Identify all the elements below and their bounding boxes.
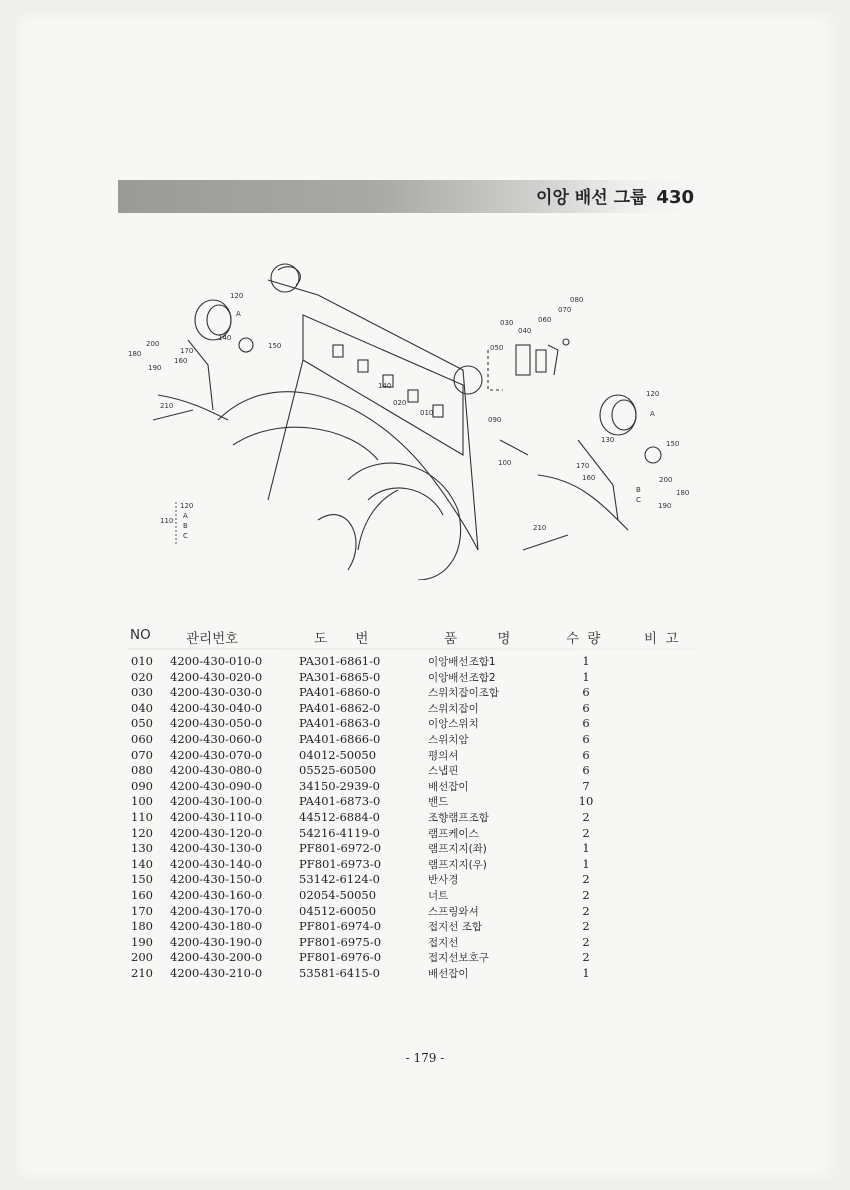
switch-4 (408, 390, 418, 402)
row-part-name: 스위치잡이 (428, 702, 479, 715)
callout-200-right: 200 (659, 476, 673, 484)
right-lamp (600, 395, 636, 435)
row-no: 020 (131, 669, 153, 684)
row-part-name: 스프링와셔 (428, 905, 479, 918)
row-quantity: 1 (582, 965, 590, 980)
panel-left-edge (268, 360, 303, 500)
row-quantity: 2 (582, 950, 590, 965)
gauge-right (454, 366, 482, 394)
callout-120-right: 120 (646, 390, 660, 398)
row-management-number: 4200-430-060-0 (170, 731, 263, 746)
row-part-name: 램프케이스 (428, 827, 479, 840)
row-quantity: 1 (582, 654, 590, 668)
row-drawing-number: 53581-6415-0 (299, 965, 380, 980)
seat-curve (318, 515, 356, 570)
row-management-number: 4200-430-090-0 (170, 778, 263, 793)
row-part-name: 밴드 (428, 796, 449, 809)
row-part-name: 이앙배선조합1 (428, 656, 496, 668)
callout-160-left: 160 (174, 357, 188, 365)
callout-020: 020 (393, 399, 407, 407)
row-no: 070 (131, 747, 153, 762)
row-no: 080 (131, 763, 153, 778)
row-no: 160 (131, 887, 153, 902)
row-no: 110 (131, 809, 153, 824)
row-quantity: 6 (582, 747, 590, 762)
callout-150-left: 150 (268, 342, 282, 350)
callout-030: 030 (500, 319, 514, 327)
callout-190-right: 190 (658, 502, 672, 510)
row-no: 050 (131, 716, 153, 731)
table-row (128, 810, 698, 826)
row-quantity: 6 (582, 685, 590, 700)
row-management-number: 4200-430-120-0 (170, 825, 263, 840)
table-row (128, 919, 698, 935)
table-header (128, 622, 698, 650)
dashboard-outline (268, 280, 478, 550)
row-no: 180 (131, 919, 153, 934)
right-wire-clamp (523, 535, 568, 550)
row-drawing-number: 04012-50050 (299, 747, 377, 762)
row-no: 170 (131, 903, 153, 918)
row-management-number: 4200-430-100-0 (170, 794, 263, 809)
callout-210-left: 210 (160, 402, 174, 410)
table-row (128, 685, 698, 701)
callout-a-left: A (236, 310, 241, 318)
callout-050: 050 (490, 344, 504, 352)
row-part-name: 너트 (428, 889, 449, 902)
row-drawing-number: 02054-50050 (299, 887, 377, 902)
table-body (128, 654, 698, 981)
row-management-number: 4200-430-110-0 (170, 809, 263, 824)
callout-120-left: 120 (230, 292, 244, 300)
row-part-name: 배선잡이 (428, 967, 469, 980)
left-wire-clamp (153, 410, 193, 420)
row-drawing-number: PA301-6861-0 (299, 654, 381, 668)
callout-090: 090 (488, 416, 502, 424)
row-no: 090 (131, 778, 153, 793)
row-part-name: 평의셔 (428, 749, 459, 762)
group-number: 430 (656, 187, 694, 208)
table-row (128, 732, 698, 748)
callout-200-left: 200 (146, 340, 160, 348)
page-number: - 179 - (405, 1051, 445, 1065)
row-drawing-number: 53142-6124-0 (299, 872, 380, 887)
table-row (128, 950, 698, 966)
row-quantity: 10 (578, 794, 594, 809)
row-part-name: 스위치잡이조합 (428, 687, 500, 700)
row-no: 210 (131, 965, 153, 980)
row-management-number: 4200-430-210-0 (170, 965, 263, 980)
row-quantity: 6 (582, 716, 590, 731)
row-quantity: 6 (582, 731, 590, 746)
dashboard-top-curve (278, 267, 300, 285)
row-management-number: 4200-430-050-0 (170, 716, 263, 731)
row-no: 100 (131, 794, 153, 809)
callout-040: 040 (518, 327, 532, 335)
legend-a: A (183, 512, 188, 520)
callout-160-right: 160 (582, 474, 596, 482)
header-quantity: 수 량 (566, 631, 601, 647)
row-quantity: 2 (582, 887, 590, 902)
gauge-left (271, 264, 299, 292)
parts-table (128, 622, 698, 981)
row-drawing-number: PF801-6975-0 (299, 934, 382, 949)
row-drawing-number: PF801-6973-0 (299, 856, 382, 871)
row-quantity: 7 (582, 778, 590, 793)
row-no: 010 (131, 654, 153, 668)
row-drawing-number: PA401-6863-0 (299, 716, 381, 731)
row-no: 200 (131, 950, 153, 965)
table-row (128, 670, 698, 686)
table-row (128, 748, 698, 764)
row-drawing-number: PA401-6862-0 (299, 700, 381, 715)
callout-070: 070 (558, 306, 572, 314)
row-quantity: 2 (582, 903, 590, 918)
row-quantity: 6 (582, 763, 590, 778)
table-row (128, 716, 698, 732)
table-row (128, 935, 698, 951)
callout-110: 110 (160, 517, 174, 525)
row-management-number: 4200-430-010-0 (170, 654, 263, 668)
switch-body (536, 350, 546, 372)
row-no: 060 (131, 731, 153, 746)
row-no: 150 (131, 872, 153, 887)
row-part-name: 접지선보호구 (428, 952, 489, 965)
callout-140-left: 140 (218, 334, 232, 342)
row-drawing-number: PA401-6873-0 (299, 794, 381, 809)
table-row (128, 904, 698, 920)
table-row (128, 841, 698, 857)
column-line (358, 490, 398, 550)
parts-diagram (118, 250, 718, 580)
left-reflector (239, 338, 253, 352)
callout-150-right: 150 (666, 440, 680, 448)
table-row (128, 779, 698, 795)
row-management-number: 4200-430-130-0 (170, 841, 263, 856)
header-remarks: 비 고 (644, 631, 679, 647)
row-drawing-number: PA401-6860-0 (299, 685, 381, 700)
row-quantity: 2 (582, 934, 590, 949)
row-no: 140 (131, 856, 153, 871)
section-title (536, 183, 698, 208)
row-management-number: 4200-430-020-0 (170, 669, 263, 684)
callout-080: 080 (570, 296, 584, 304)
table-row (128, 966, 698, 982)
section-title-text: 이앙 배선 그룹 (536, 188, 647, 208)
callout-210-right: 210 (533, 524, 547, 532)
row-drawing-number: PF801-6976-0 (299, 950, 382, 965)
row-no: 190 (131, 934, 153, 949)
table-row (128, 826, 698, 842)
row-part-name: 접지선 조합 (428, 921, 483, 934)
switch-2 (358, 360, 368, 372)
callout-190-left: 190 (148, 364, 162, 372)
row-drawing-number: PA301-6865-0 (299, 669, 381, 684)
table-row (128, 888, 698, 904)
row-management-number: 4200-430-030-0 (170, 685, 263, 700)
switch-bracket-line (488, 350, 503, 390)
row-no: 130 (131, 841, 153, 856)
row-drawing-number: PF801-6974-0 (299, 919, 382, 934)
row-no: 120 (131, 825, 153, 840)
table-row (128, 763, 698, 779)
row-no: 030 (131, 685, 153, 700)
header-part-name: 품 명 (444, 631, 511, 647)
table-row (128, 794, 698, 810)
row-management-number: 4200-430-180-0 (170, 919, 263, 934)
hood-curve (218, 392, 478, 550)
row-part-name: 배선잡이 (428, 780, 469, 793)
callout-130-right: 130 (601, 436, 615, 444)
right-lamp-lens (612, 400, 636, 430)
row-management-number: 4200-430-140-0 (170, 856, 263, 871)
right-reflector (645, 447, 661, 463)
callout-140-center: 140 (378, 382, 392, 390)
row-management-number: 4200-430-150-0 (170, 872, 263, 887)
row-part-name: 이앙스위치 (428, 718, 479, 731)
callout-c-right: C (636, 496, 641, 504)
left-lamp-lens (207, 305, 231, 335)
row-quantity: 2 (582, 825, 590, 840)
row-management-number: 4200-430-170-0 (170, 903, 263, 918)
header-no: NO (130, 627, 151, 643)
table-row (128, 654, 698, 670)
row-quantity: 2 (582, 872, 590, 887)
row-drawing-number: 34150-2939-0 (299, 778, 380, 793)
table-row (128, 857, 698, 873)
row-drawing-number: 54216-4119-0 (299, 825, 380, 840)
switch-5 (433, 405, 443, 417)
callout-170-right: 170 (576, 462, 590, 470)
table-row (128, 872, 698, 888)
row-no: 040 (131, 700, 153, 715)
callout-060: 060 (538, 316, 552, 324)
row-quantity: 2 (582, 809, 590, 824)
row-quantity: 2 (582, 919, 590, 934)
steering-wheel-arc (348, 463, 461, 580)
band (500, 440, 528, 455)
row-drawing-number: PA401-6866-0 (299, 731, 381, 746)
row-quantity: 1 (582, 856, 590, 871)
callout-b-right: B (636, 486, 641, 494)
legend-c: C (183, 532, 188, 540)
row-drawing-number: 05525-60500 (299, 763, 377, 778)
row-quantity: 6 (582, 700, 590, 715)
callout-180-right: 180 (676, 489, 690, 497)
switch-1 (333, 345, 343, 357)
row-part-name: 스위치암 (428, 733, 469, 746)
callout-100: 100 (498, 459, 512, 467)
row-part-name: 접지선 (428, 936, 459, 949)
row-management-number: 4200-430-070-0 (170, 747, 263, 762)
row-part-name: 램프지지(우) (428, 858, 487, 871)
row-drawing-number: PF801-6972-0 (299, 841, 382, 856)
legend-120: 120 (180, 502, 194, 510)
right-ground-wire (538, 475, 628, 530)
row-part-name: 이앙배선조합2 (428, 671, 496, 684)
plain-washer (563, 339, 569, 345)
row-quantity: 1 (582, 669, 590, 684)
section-header-band (118, 180, 698, 213)
row-management-number: 4200-430-200-0 (170, 950, 263, 965)
row-part-name: 스냅핀 (428, 765, 459, 778)
table-row (128, 701, 698, 717)
header-management-number: 관리번호 (186, 631, 239, 647)
row-part-name: 조향램프조합 (428, 811, 489, 824)
header-drawing-number: 도 번 (314, 631, 369, 647)
callout-010: 010 (420, 409, 434, 417)
row-part-name: 램프지지(좌) (428, 843, 487, 856)
callout-a-right: A (650, 410, 655, 418)
row-drawing-number: 44512-6884-0 (299, 809, 380, 824)
row-management-number: 4200-430-040-0 (170, 700, 263, 715)
row-management-number: 4200-430-190-0 (170, 934, 263, 949)
legend-b: B (183, 522, 188, 530)
row-part-name: 반사경 (428, 874, 459, 887)
switch-arm (548, 345, 558, 375)
switch-holder (516, 345, 530, 375)
row-management-number: 4200-430-160-0 (170, 887, 263, 902)
row-management-number: 4200-430-080-0 (170, 763, 263, 778)
callout-180-left: 180 (128, 350, 142, 358)
hood-inner-curve (233, 427, 378, 460)
row-drawing-number: 04512-60050 (299, 903, 377, 918)
row-quantity: 1 (582, 841, 590, 856)
steering-wheel-inner (368, 488, 443, 515)
callout-170-left: 170 (180, 347, 194, 355)
